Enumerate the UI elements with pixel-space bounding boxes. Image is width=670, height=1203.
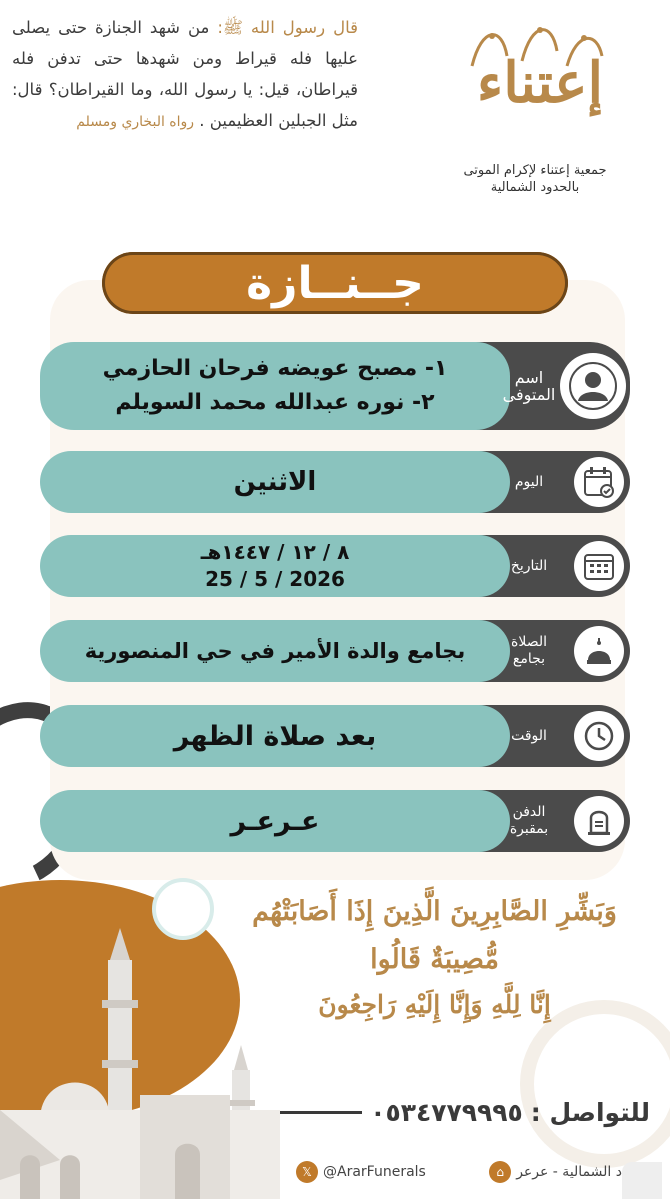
row-day bbox=[40, 451, 630, 513]
logo-subtitle-line2: بالحدود الشمالية bbox=[490, 180, 580, 195]
row-label: الدفن بمقبرة bbox=[509, 804, 549, 837]
deceased-name-2: ٢- نوره عبدالله محمد السويلم bbox=[115, 390, 435, 415]
time-value: بعد صلاة الظهر bbox=[40, 705, 510, 767]
logo-subtitle-line1: جمعية إعتناء لإكرام الموتى bbox=[463, 163, 607, 178]
quran-verse bbox=[232, 888, 637, 1026]
x-logo-icon: 𝕏 bbox=[296, 1161, 318, 1183]
row-label: الصلاة بجامع bbox=[511, 634, 547, 667]
contact-line bbox=[280, 1098, 650, 1127]
contact-phone[interactable]: ٠٥٣٤٧٧٩٩٩٥ bbox=[370, 1098, 523, 1127]
day-value: الاثنين bbox=[40, 451, 510, 513]
social-location-text: د الشمالية - عرعر bbox=[516, 1164, 622, 1180]
hadith-body: من شهد الجنازة حتى يصلى عليها فله قيراط ومن شهدها حتى تدفن فله قيراطان، قيل: يا رسول الله، وما القيراطان؟ قال: مثل الجبلين العظيمين . bbox=[12, 18, 358, 130]
row-time bbox=[40, 705, 630, 767]
logo-subtitle bbox=[410, 162, 660, 196]
deceased-names bbox=[40, 342, 510, 430]
contact-divider bbox=[280, 1111, 362, 1114]
row-label: اسم المتوفى bbox=[502, 368, 556, 404]
tomb-icon bbox=[574, 796, 624, 846]
deceased-name-1: ١- مصبح عويضه فرحان الحازمي bbox=[102, 356, 448, 381]
row-label: اليوم bbox=[514, 473, 544, 490]
social-handle-text: @ArarFunerals bbox=[323, 1164, 426, 1180]
row-label: الوقت bbox=[511, 727, 547, 744]
hadith-source: رواه البخاري ومسلم bbox=[76, 114, 195, 130]
prayer-location-value: بجامع والدة الأمير في حي المنصورية bbox=[40, 620, 510, 682]
logo-wordmark: إعتناء bbox=[476, 50, 604, 116]
hadith-text bbox=[12, 12, 358, 138]
mosque-dome-icon bbox=[574, 626, 624, 676]
hadith-prefix: قال رسول الله ﷺ: bbox=[217, 18, 358, 37]
row-prayer-location bbox=[40, 620, 630, 682]
verse-line-2: إِنَّا لِلَّهِ وَإِنَّا إِلَيْهِ رَاجِعُونَ bbox=[318, 990, 551, 1019]
title-banner bbox=[102, 252, 568, 314]
row-burial bbox=[40, 790, 630, 852]
hijri-date: ٨ / ١٢ / ١٤٤٧هـ bbox=[200, 540, 350, 564]
social-links bbox=[296, 1155, 670, 1189]
gregorian-date: 25 / 5 / 2026 bbox=[205, 567, 345, 591]
association-logo bbox=[400, 10, 660, 210]
contact-label: للتواصل : bbox=[530, 1098, 650, 1127]
social-handle[interactable] bbox=[296, 1161, 426, 1183]
row-date bbox=[40, 535, 630, 597]
clock-icon bbox=[574, 711, 624, 761]
burial-value: عـرعـر bbox=[40, 790, 510, 852]
mosque-illustration bbox=[0, 920, 280, 1199]
qr-code-corner bbox=[622, 1162, 662, 1199]
home-icon: ⌂ bbox=[489, 1161, 511, 1183]
row-deceased-name bbox=[40, 342, 630, 430]
person-icon bbox=[560, 353, 626, 419]
page-title: جــنــازة bbox=[246, 257, 424, 309]
date-values bbox=[40, 535, 510, 597]
verse-line-1: وَبَشِّرِ الصَّابِرِينَ الَّذِينَ إِذَا أَصَابَتْهُم مُّصِيبَةٌ قَالُوا bbox=[252, 896, 617, 975]
row-label: التاريخ bbox=[510, 557, 548, 574]
social-location bbox=[489, 1161, 622, 1183]
calendar-grid-icon bbox=[574, 541, 624, 591]
calendar-check-icon bbox=[574, 457, 624, 507]
